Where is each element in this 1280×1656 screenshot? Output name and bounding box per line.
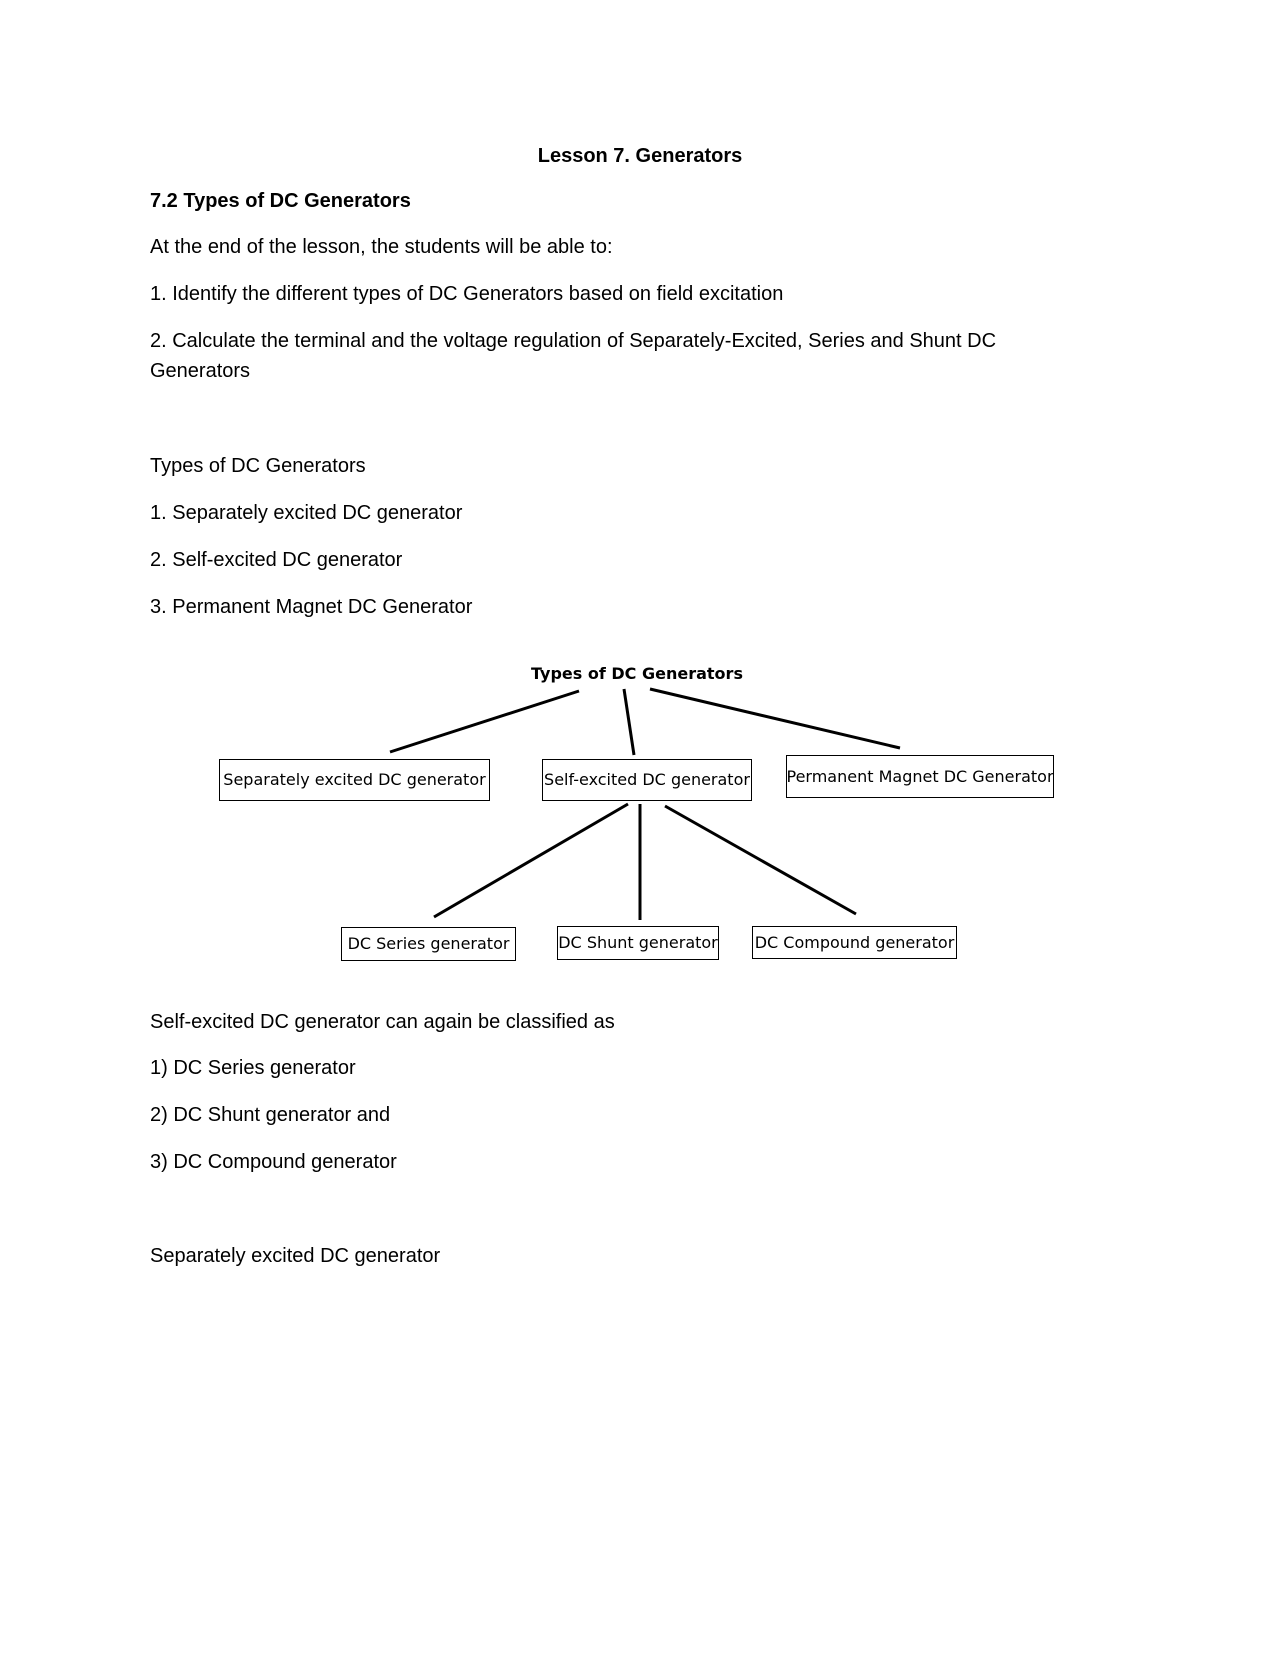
objective-item: 1. Identify the different types of DC Generators based on field excitation [150,283,784,305]
objectives-intro: At the end of the lesson, the students will be able to: [150,236,613,258]
diagram-node-separately-excited: Separately excited DC generator [219,759,490,801]
connector-line [665,806,856,914]
types-heading: Types of DC Generators [150,455,366,477]
classified-list-item: 3) DC Compound generator [150,1151,397,1173]
objective-item: 2. Calculate the terminal and the voltage regulation of Separately-Excited, Series and Shunt DC Generators [150,330,997,382]
connector-line [434,804,628,917]
classified-intro: Self-excited DC generator can again be classified as [150,1011,615,1033]
types-list-item: 2. Self-excited DC generator [150,549,403,571]
connector-line [624,689,634,755]
types-list-item: 1. Separately excited DC generator [150,502,463,524]
connector-line [650,689,900,748]
diagram-node-shunt: DC Shunt generator [557,926,719,960]
diagram-node-compound: DC Compound generator [752,926,957,959]
lesson-title: Lesson 7. Generators [537,145,743,167]
diagram-root: Types of DC Generators [531,664,743,683]
diagram-node-series: DC Series generator [341,927,516,961]
classified-list-item: 1) DC Series generator [150,1057,356,1079]
next-section-heading: Separately excited DC generator [150,1245,441,1267]
diagram-node-permanent-magnet: Permanent Magnet DC Generator [786,755,1054,798]
section-heading: 7.2 Types of DC Generators [150,190,411,212]
classified-list-item: 2) DC Shunt generator and [150,1104,391,1126]
types-list-item: 3. Permanent Magnet DC Generator [150,596,473,618]
diagram-node-self-excited: Self-excited DC generator [542,759,752,801]
connector-line [390,691,579,752]
